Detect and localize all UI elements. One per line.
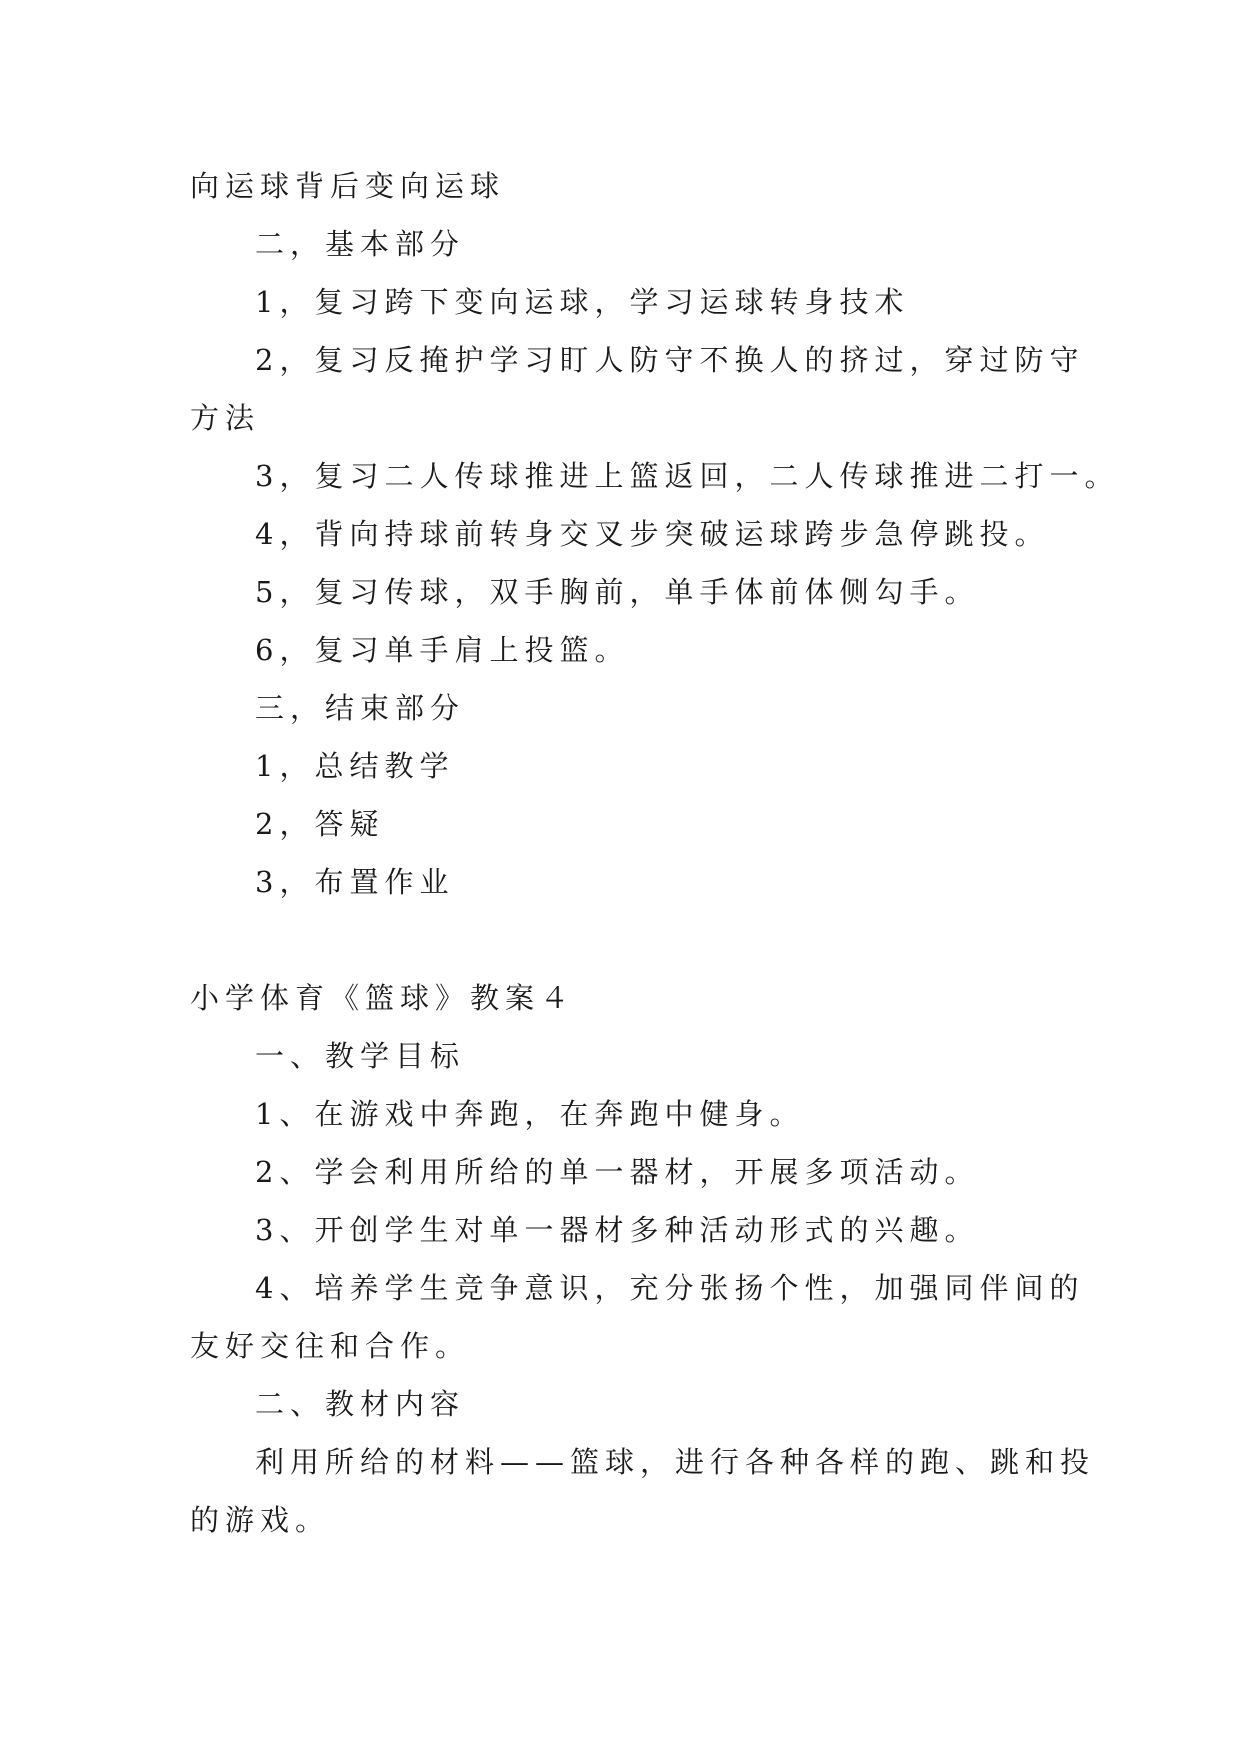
list-item: 2、学会利用所给的单一器材，开展多项活动。 bbox=[255, 1155, 980, 1189]
section-heading: 三，结束部分 bbox=[255, 691, 466, 725]
list-item: 2，答疑 bbox=[255, 807, 385, 841]
paragraph-continuation: 向运球背后变向运球 bbox=[190, 169, 506, 203]
list-item-continuation: 方法 bbox=[190, 401, 261, 435]
paragraph: 利用所给的材料——篮球，进行各种各样的跑、跳和投 bbox=[255, 1445, 1096, 1479]
list-item: 3，布置作业 bbox=[255, 865, 455, 899]
list-item: 4，背向持球前转身交叉步突破运球跨步急停跳投。 bbox=[255, 517, 1050, 551]
list-item: 2，复习反掩护学习盯人防守不换人的挤过，穿过防守 bbox=[255, 343, 1085, 377]
list-item-continuation: 友好交往和合作。 bbox=[190, 1329, 471, 1363]
section-heading: 二、教材内容 bbox=[255, 1387, 466, 1421]
list-item: 1，总结教学 bbox=[255, 749, 455, 783]
document-title: 小学体育《篮球》教案４ bbox=[190, 981, 576, 1015]
list-item: 1，复习跨下变向运球，学习运球转身技术 bbox=[255, 285, 910, 319]
section-heading: 一、教学目标 bbox=[255, 1039, 466, 1073]
list-item: 1、在游戏中奔跑，在奔跑中健身。 bbox=[255, 1097, 805, 1131]
section-heading: 二，基本部分 bbox=[255, 227, 466, 261]
list-item: 3、开创学生对单一器材多种活动形式的兴趣。 bbox=[255, 1213, 980, 1247]
list-item: 5，复习传球，双手胸前，单手体前体侧勾手。 bbox=[255, 575, 980, 609]
list-item: 6，复习单手肩上投篮。 bbox=[255, 633, 630, 667]
paragraph-continuation: 的游戏。 bbox=[190, 1503, 331, 1537]
list-item: 4、培养学生竞争意识，充分张扬个性，加强同伴间的 bbox=[255, 1271, 1085, 1305]
list-item: 3，复习二人传球推进上篮返回，二人传球推进二打一。 bbox=[255, 459, 1120, 493]
